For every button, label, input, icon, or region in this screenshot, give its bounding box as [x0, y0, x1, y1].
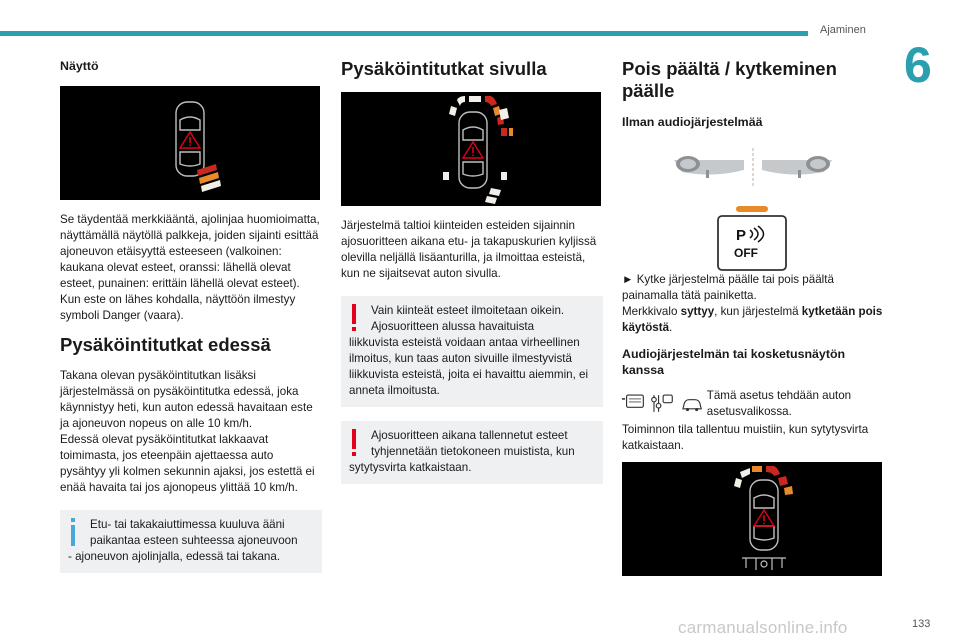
button-p-label: P	[736, 227, 747, 244]
warning-1-line-1: Vain kiinteät esteet ilmoitetaan oikein.	[371, 304, 565, 317]
settings-text: Tämä asetus tehdään auton asetusvalikossa.	[706, 389, 852, 418]
side-sensors-text: Järjestelmä taltioi kiinteiden esteiden sijainnin ajosuoritteen aikana etu- ja takapuskurien kyljissä olevilla neljällä lisäanturilla, ja ilmoittaa esteistä, kun ne sijaitsevat auton sivulla.	[341, 219, 597, 280]
rear-camera-illustration	[622, 462, 882, 576]
column-1	[60, 58, 322, 587]
settings-sliders-icon	[652, 395, 673, 412]
display-illustration	[60, 86, 320, 200]
press-button-text: ► Kytke järjestelmä päälle tai pois päältä painamalla tätä painiketta.	[622, 273, 834, 302]
display-text-2: Kun este on lähes kohdalla, näyttöön ilmestyy symboli Danger (vaara).	[60, 293, 296, 322]
steering-wheel-rhd-icon	[762, 156, 832, 178]
watermark: carmanualsonline.info	[678, 618, 848, 637]
chapter-number: 6	[904, 37, 932, 93]
warning-2-line-1: Ajosuoritteen aikana tallennetut esteet	[371, 429, 568, 442]
steering-wheel-lhd-icon	[674, 156, 744, 178]
side-sensors-heading: Pysäköintitutkat sivulla	[341, 58, 547, 79]
display-heading: Näyttö	[60, 59, 99, 73]
memory-text: Toiminnon tila tallentuu muistiin, kun sytytysvirta katkaistaan.	[622, 423, 869, 452]
warning-note-1	[341, 296, 603, 407]
header-accent-bar	[0, 31, 808, 36]
dashboard-button-illustration	[622, 142, 884, 272]
page-number: 133	[912, 618, 931, 630]
warning-1-rest: liikkuvista esteistä voidaan antaa virheellinen ilmoitus, kun taas auton sivuille ilmestyvistä liikkuvista esteistä, joita ei havaittu aiemmin, ei anneta ilmoitusta.	[349, 336, 589, 397]
warning-icon	[349, 429, 359, 457]
no-audio-heading: Ilman audiojärjestelmää	[622, 115, 763, 129]
warning-2-line-2: tyhjennetään tietokoneen muistista, kun	[371, 445, 575, 458]
display-text: Se täydentää merkkiääntä, ajolinjaa huomioimatta, näyttämällä näytöllä palkkeja, joiden sijainti esittää ajoneuvon etäisyyttä esteeseen (valkoinen: kaukana olevat esteet, oranssi: lähellä olevat esteet, punainen: erittäin lähellä olevat esteet).	[60, 213, 320, 290]
warning-2-rest: sytytysvirta katkaistaan.	[349, 461, 472, 474]
side-sensors-illustration	[341, 92, 601, 206]
info-note-text-1: Etu- tai takakaiuttimessa kuuluva ääni paikantaa esteen suhteessa ajoneuvoon	[90, 518, 298, 547]
front-sensors-heading: Pysäköintitutkat edessä	[60, 334, 271, 355]
audio-heading: Audiojärjestelmän tai kosketusnäytön kanssa	[622, 347, 846, 377]
warning-note-2	[341, 421, 603, 484]
settings-icons-row	[622, 388, 884, 422]
side-sensor-illustration	[341, 92, 601, 206]
rear-view-illustration	[622, 462, 882, 576]
button-off-label: OFF	[734, 246, 758, 260]
indicator-text: Merkkivalo syttyy, kun järjestelmä kytketään pois käytöstä.	[622, 305, 883, 334]
info-note-text-2: - ajoneuvon ajolinjalla, edessä tai takana.	[68, 550, 281, 563]
park-sensor-off-button	[718, 216, 786, 270]
warning-1-line-2: Ajosuoritteen alussa havaituista	[371, 320, 535, 333]
indicator-led	[736, 206, 768, 212]
menu-icons	[622, 388, 703, 422]
column-3	[622, 58, 884, 588]
car-settings-icon	[683, 400, 701, 411]
warning-icon	[349, 304, 359, 332]
button-illustration	[622, 142, 884, 272]
section-name: Ajaminen	[820, 24, 866, 36]
column-2	[341, 58, 603, 498]
onoff-heading: Pois päältä / kytkeminen päälle	[622, 58, 837, 101]
rear-sensor-illustration	[60, 86, 320, 200]
info-note	[60, 510, 322, 573]
front-sensors-text: Takana olevan pysäköintitutkan lisäksi järjestelmässä on pysäköintitutka edessä, joka käynnistyy heti, kun auton edessä havaitaan este ja ajoneuvon nopeus on alle 10 km/h.	[60, 369, 313, 430]
touchscreen-icon	[622, 395, 643, 407]
info-icon	[68, 518, 78, 546]
front-sensors-text-2: Edessä olevat pysäköintitutkat lakkaavat toimimasta, jos eteenpäin ajettaessa auto pysähtyy yli kolmen sekunnin ajaksi, jos estettä ei enää havaita tai jos ajonopeus ylittää 10 km/h.	[60, 433, 315, 494]
